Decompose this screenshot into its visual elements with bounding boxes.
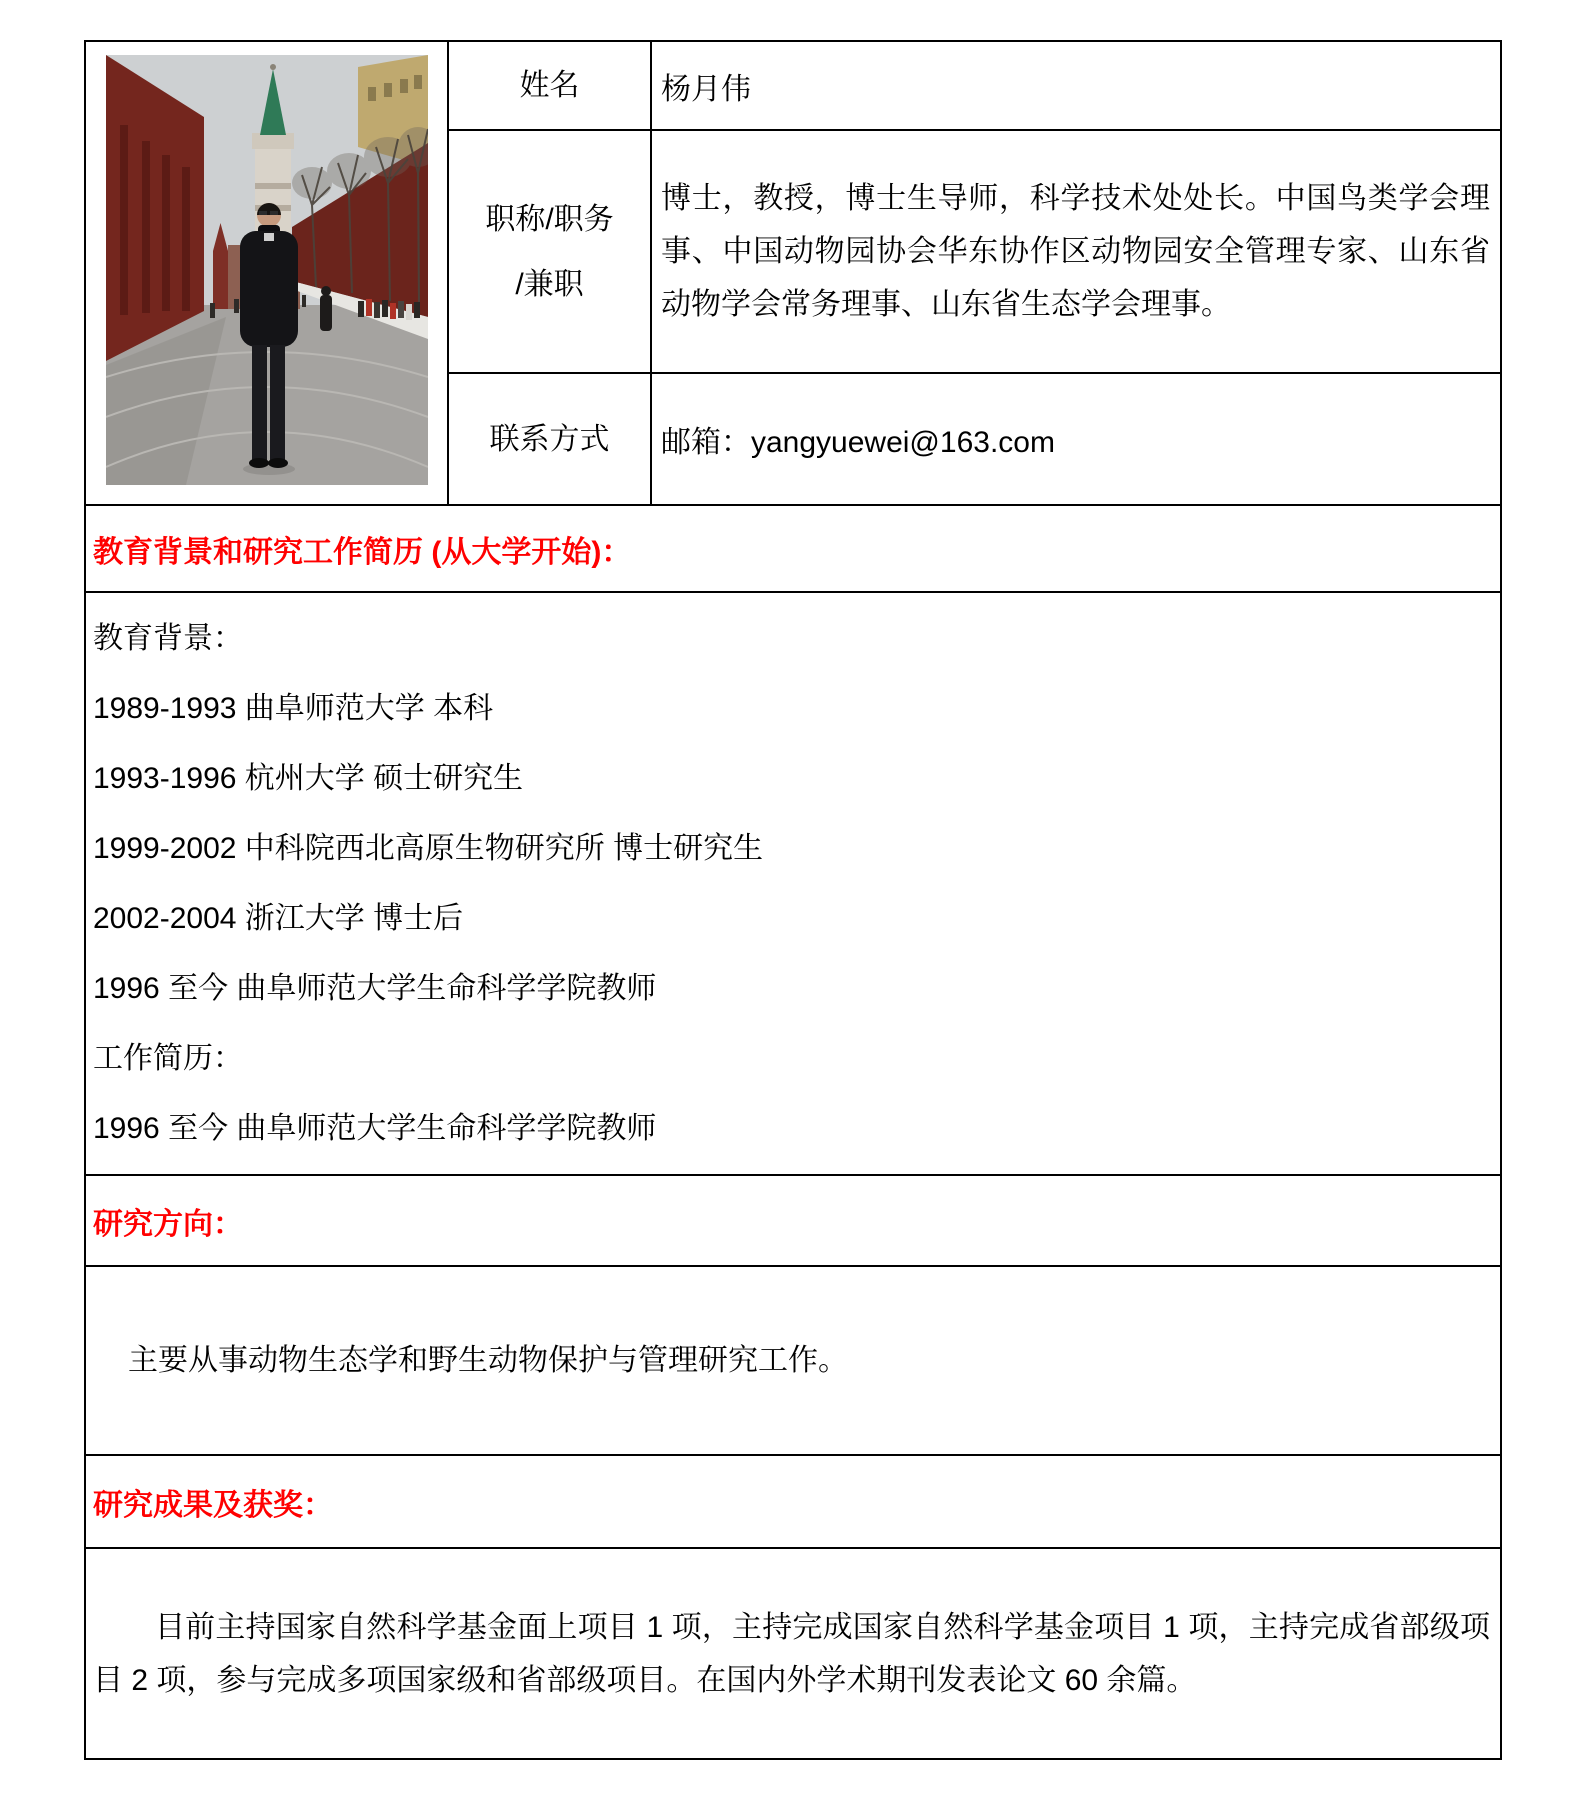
education-content-cell xyxy=(86,591,1500,1174)
education-line: 1996 至今 曲阜师范大学生命科学学院教师 xyxy=(93,971,657,1005)
title-label-line2: /兼职 xyxy=(515,267,584,301)
contact-label: 联系方式 xyxy=(489,422,610,456)
education-line: 教育背景： xyxy=(93,621,243,655)
research-direction-text: 主要从事动物生态学和野生动物保护与管理研究工作。 xyxy=(128,1344,848,1377)
name-label: 姓名 xyxy=(519,69,580,102)
education-section-heading xyxy=(86,504,1500,591)
research-direction-content-cell xyxy=(86,1265,1500,1454)
education-line: 1993-1996 杭州大学 硕士研究生 xyxy=(93,761,524,795)
name-value-cell xyxy=(650,42,1500,129)
education-line: 1989-1993 曲阜师范大学 本科 xyxy=(93,691,494,725)
research-direction-heading-text: 研究方向： xyxy=(93,1207,243,1241)
name-label-cell xyxy=(447,42,650,129)
education-line: 1999-2002 中科院西北高原生物研究所 博士研究生 xyxy=(93,831,764,865)
education-line: 工作简历： xyxy=(93,1041,243,1075)
achievements-heading xyxy=(86,1454,1500,1547)
achievements-text: 目前主持国家自然科学基金面上项目 1 项，主持完成国家自然科学基金项目 1 项，主持完成省部级项目 2 项，参与完成多项国家级和省部级项目。在国内外学术期刊发表论文 60 余篇。 xyxy=(93,1610,1490,1697)
title-value-cell xyxy=(650,129,1500,372)
achievements-heading-text: 研究成果及获奖： xyxy=(93,1488,333,1522)
name-value: 杨月伟 xyxy=(661,72,751,106)
profile-table xyxy=(84,40,1502,1760)
contact-email-value: 邮箱：yangyuewei@163.com xyxy=(661,426,1055,459)
title-label-line1: 职称/职务 xyxy=(485,202,614,236)
title-value: 博士，教授，博士生导师，科学技术处处长。中国鸟类学会理事、中国动物园协会华东协作区动物园安全管理专家、山东省动物学会常务理事、山东省生态学会理事。 xyxy=(661,182,1490,321)
research-direction-heading xyxy=(86,1174,1500,1265)
education-line: 2002-2004 浙江大学 博士后 xyxy=(93,901,464,935)
title-label-cell xyxy=(447,129,650,372)
profile-photo xyxy=(106,55,428,485)
education-heading-text: 教育背景和研究工作简历 (从大学开始)： xyxy=(93,535,632,569)
achievements-content-cell xyxy=(86,1547,1500,1758)
contact-label-cell xyxy=(447,372,650,504)
education-line: 1996 至今 曲阜师范大学生命科学学院教师 xyxy=(93,1111,657,1145)
contact-value-cell xyxy=(650,372,1500,504)
profile-photo-cell xyxy=(86,42,447,504)
